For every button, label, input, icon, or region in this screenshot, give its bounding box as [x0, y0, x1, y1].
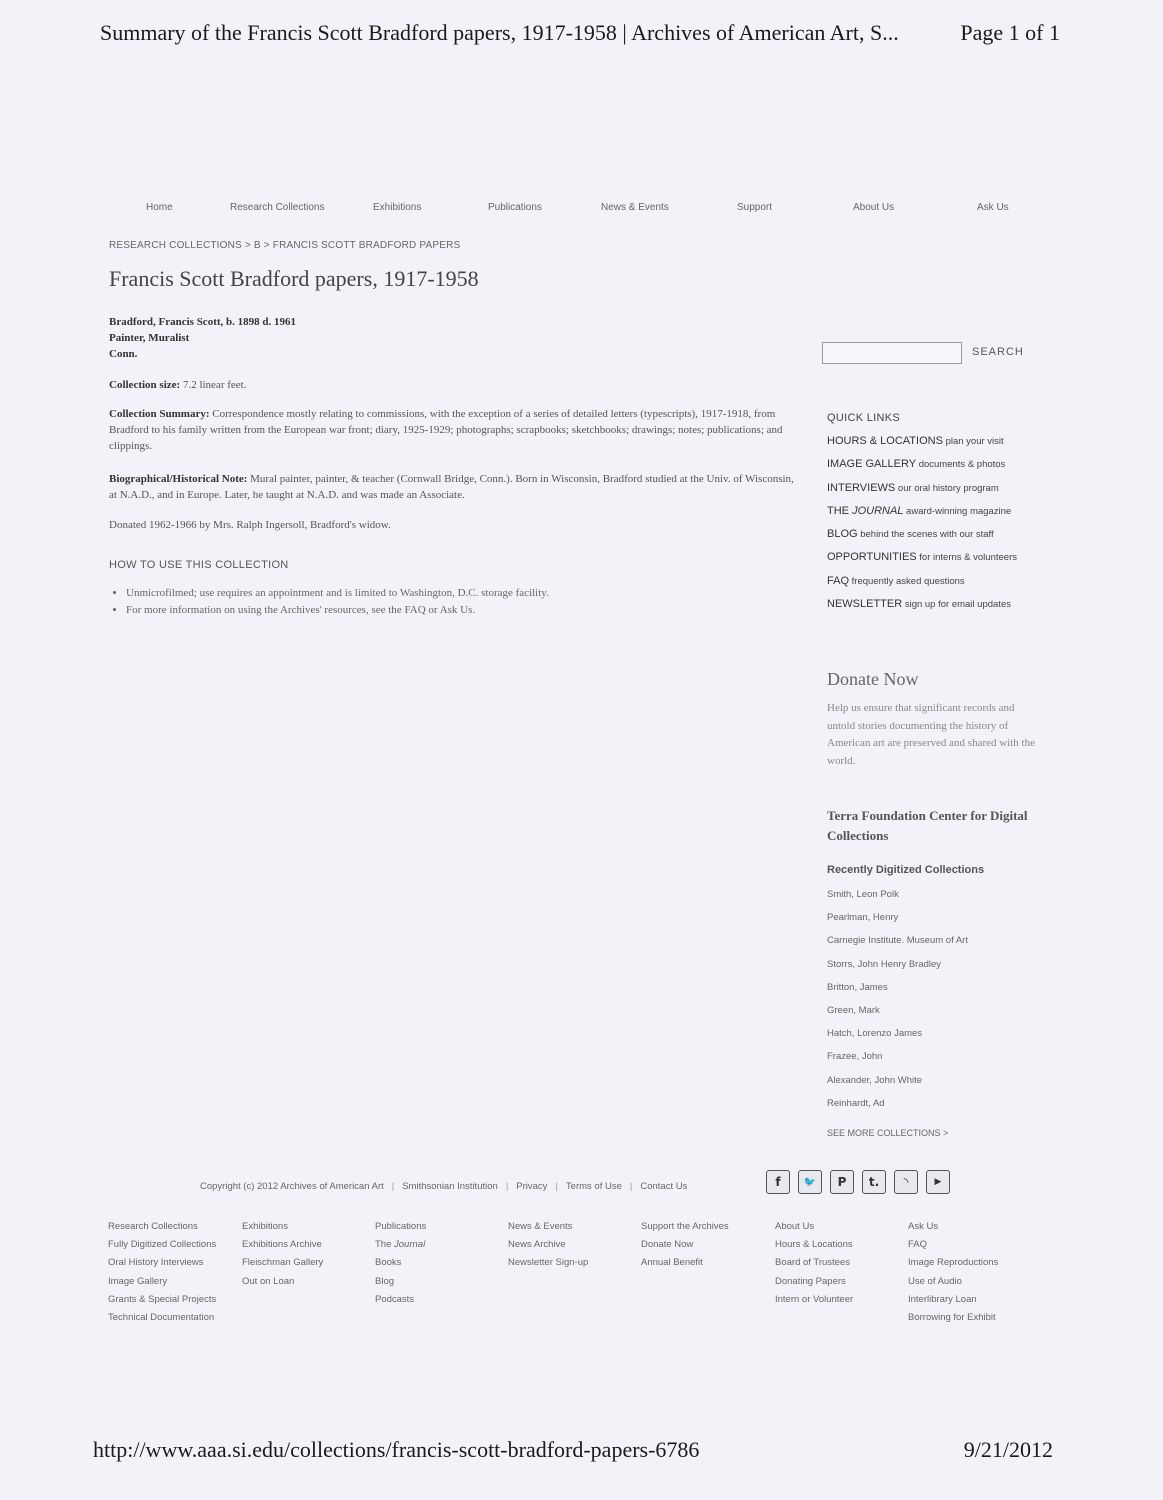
footer-link[interactable]: Blog — [375, 1275, 395, 1287]
pinterest-icon[interactable]: P — [830, 1170, 854, 1194]
quick-link-key: BLOG — [827, 528, 858, 541]
separator: | — [555, 1181, 558, 1192]
creator-occupation: Painter, Muralist — [109, 332, 190, 344]
footer-link[interactable]: Donate Now — [641, 1239, 694, 1251]
quick-link-key — [827, 505, 903, 517]
footer-column-support — [641, 1218, 729, 1273]
twitter-icon[interactable]: 🐦 — [798, 1170, 822, 1194]
quick-link-hours[interactable] — [827, 435, 1017, 458]
nav-ask-us[interactable]: Ask Us — [977, 202, 1009, 213]
collection-size-label: Collection size: — [109, 379, 181, 391]
footer-link[interactable]: Donating Papers — [775, 1275, 846, 1287]
breadcrumb[interactable]: RESEARCH COLLECTIONS > B > FRANCIS SCOTT BRADFORD PAPERS — [109, 240, 461, 251]
nav-support[interactable]: Support — [737, 202, 773, 213]
nav-research-collections[interactable]: Research Collections — [230, 202, 325, 213]
recent-collection-link[interactable]: Reinhardt, Ad — [827, 1097, 885, 1109]
quick-link-key: OPPORTUNITIES — [827, 551, 917, 564]
separator: | — [505, 1181, 509, 1192]
footer-link[interactable]: About Us — [775, 1221, 815, 1232]
quick-link-key: INTERVIEWS — [827, 481, 896, 494]
biographical-note-value: Mural painter, painter, & teacher (Cornwall Bridge, Conn.). Born in Wisconsin, Bradford studied at the Univ. of Wisconsin, at N.A.D., and in Europe. Later, he taught at N.A.D. and was made an Associate. — [109, 473, 794, 501]
print-header-title: Summary of the Francis Scott Bradford papers, 1917-1958 | Archives of American Art, S... — [100, 20, 899, 45]
nav-about-us[interactable]: About Us — [853, 202, 895, 213]
footer-column-about — [775, 1218, 853, 1309]
search-button[interactable]: SEARCH — [972, 346, 1024, 358]
separator: | — [629, 1181, 633, 1192]
rss-icon[interactable]: ◝ — [894, 1170, 918, 1194]
footer-link[interactable]: News Archive — [508, 1239, 566, 1251]
recent-collection-link[interactable]: Pearlman, Henry — [827, 912, 899, 924]
provenance-note: Donated 1962-1966 by Mrs. Ralph Ingersoll, Bradford's widow. — [109, 519, 391, 531]
footer-link-journal-em: Journal — [394, 1239, 426, 1251]
footer-link[interactable]: Interlibrary Loan — [908, 1293, 977, 1305]
how-to-use-heading: HOW TO USE THIS COLLECTION — [109, 559, 289, 571]
footer-link[interactable]: Hours & Locations — [775, 1239, 853, 1251]
print-header-page: Page 1 of 1 — [960, 20, 1060, 45]
quick-link-desc: documents & photos — [918, 459, 1006, 471]
footer-link[interactable]: Fleischman Gallery — [242, 1257, 324, 1269]
footer-link[interactable]: News & Events — [508, 1221, 573, 1232]
footer-column-exhibitions — [242, 1218, 323, 1291]
footer-link-smithsonian[interactable]: Smithsonian Institution — [402, 1181, 498, 1192]
recent-collection-link[interactable]: Frazee, John — [827, 1051, 883, 1063]
recent-collection-link[interactable]: Alexander, John White — [827, 1074, 923, 1086]
quick-link-faq[interactable] — [827, 575, 1017, 598]
quick-link-key: FAQ — [827, 574, 850, 587]
footer-column-publications — [375, 1218, 426, 1309]
recent-collection-link[interactable]: Britton, James — [827, 981, 888, 993]
collection-summary-label: Collection Summary: — [109, 408, 210, 420]
footer-link[interactable]: Publications — [375, 1221, 427, 1232]
quick-link-desc: behind the scenes with our staff — [860, 529, 994, 541]
footer-link[interactable]: Newsletter Sign-up — [508, 1257, 589, 1269]
how-to-use-item: • For more information on using the Archives' resources, see the FAQ or Ask Us. — [126, 602, 549, 619]
recently-digitized-list — [827, 889, 968, 1121]
footer-copyright-bar — [200, 1181, 687, 1192]
quick-link-journal[interactable] — [827, 505, 1017, 528]
creator-block — [109, 314, 296, 362]
footer-link[interactable]: Oral History Interviews — [108, 1257, 204, 1269]
print-footer-date: 9/21/2012 — [963, 1437, 1053, 1462]
biographical-note — [109, 471, 799, 503]
how-to-use-list — [109, 585, 549, 619]
how-to-use-item: • Unmicrofilmed; use requires an appointment and is limited to Washington, D.C. storage facility. — [126, 585, 549, 602]
copyright-text: Copyright (c) 2012 Archives of American Art — [200, 1181, 384, 1192]
donate-text: Help us ensure that significant records and untold stories documenting the history of American art are preserved and shared with the world. — [827, 702, 1035, 767]
footer-link[interactable]: Borrowing for Exhibit — [908, 1312, 996, 1324]
footer-link-contact[interactable]: Contact Us — [640, 1181, 688, 1192]
creator-name: Bradford, Francis Scott, b. 1898 d. 1961 — [109, 316, 296, 328]
quick-link-desc: for interns & volunteers — [919, 552, 1017, 564]
quick-link-key-prefix: THE — [827, 504, 853, 517]
nav-publications[interactable]: Publications — [488, 202, 542, 213]
nav-home[interactable]: Home — [146, 202, 173, 213]
quick-link-opportunities[interactable] — [827, 551, 1017, 574]
nav-exhibitions[interactable]: Exhibitions — [373, 202, 422, 213]
quick-link-blog[interactable] — [827, 528, 1017, 551]
social-icons — [766, 1170, 950, 1194]
creator-location: Conn. — [109, 348, 138, 360]
quick-link-image-gallery[interactable] — [827, 458, 1017, 481]
footer-link[interactable]: Image Reproductions — [908, 1257, 999, 1269]
collection-size — [109, 377, 799, 393]
footer-link[interactable]: Board of Trustees — [775, 1257, 850, 1269]
quick-links-heading: QUICK LINKS — [827, 412, 900, 424]
quick-link-desc: plan your visit — [945, 436, 1004, 447]
collection-summary — [109, 406, 799, 454]
footer-link[interactable]: Annual Benefit — [641, 1257, 703, 1269]
print-footer — [93, 1437, 1053, 1463]
tumblr-icon[interactable]: t. — [862, 1170, 886, 1194]
quick-link-desc: sign up for email updates — [904, 599, 1011, 611]
footer-column-news — [508, 1218, 588, 1273]
youtube-icon[interactable]: ▶ — [926, 1170, 950, 1194]
recently-digitized-heading: Recently Digitized Collections — [827, 864, 985, 876]
quick-links — [827, 435, 1017, 621]
footer-link[interactable]: Image Gallery — [108, 1275, 168, 1287]
biographical-note-label: Biographical/Historical Note: — [109, 473, 248, 485]
recent-collection-link[interactable]: Green, Mark — [827, 1004, 880, 1016]
print-header — [100, 20, 1060, 46]
print-footer-url: http://www.aaa.si.edu/collections/francis-scott-bradford-papers-6786 — [93, 1437, 700, 1462]
footer-column-research — [108, 1218, 216, 1327]
donate-now-link[interactable]: Donate Now — [827, 669, 919, 689]
collection-summary-value: Correspondence mostly relating to commissions, with the exception of a series of detailed letters (typescripts), 1917-1918, from Bradford to his family written from the European war front; diary, 1925-1929; photographs; scrapbooks; sketchbooks; drawings; notes; publications; and clippings. — [109, 408, 783, 452]
footer-column-ask — [908, 1218, 998, 1327]
footer-link[interactable]: Exhibitions — [242, 1221, 288, 1232]
footer-link[interactable]: Out on Loan — [242, 1275, 295, 1287]
quick-link-desc: our oral history program — [897, 482, 999, 494]
see-more-collections-link[interactable]: SEE MORE COLLECTIONS > — [827, 1128, 949, 1138]
footer-link[interactable]: Exhibitions Archive — [242, 1239, 322, 1251]
page-title: Francis Scott Bradford papers, 1917-1958 — [109, 266, 479, 291]
recent-collection-link[interactable]: Hatch, Lorenzo James — [827, 1028, 923, 1040]
footer-link-terms[interactable]: Terms of Use — [565, 1181, 622, 1192]
quick-link-newsletter[interactable] — [827, 598, 1017, 621]
footer-link[interactable]: Fully Digitized Collections — [108, 1239, 217, 1251]
recent-collection-link[interactable]: Carnegie Institute. Museum of Art — [827, 935, 968, 947]
quick-link-desc: award-winning magazine — [906, 505, 1012, 517]
separator: | — [391, 1181, 395, 1192]
footer-link[interactable]: Use of Audio — [908, 1275, 962, 1287]
quick-link-key: IMAGE GALLERY — [827, 458, 917, 471]
footer-link[interactable]: Support the Archives — [641, 1221, 729, 1232]
recent-collection-link[interactable]: Smith, Leon Polk — [827, 889, 899, 900]
footer-link[interactable]: Podcasts — [375, 1293, 415, 1305]
recent-collection-link[interactable]: Storrs, John Henry Bradley — [827, 958, 942, 970]
collection-size-value: 7.2 linear feet. — [180, 379, 247, 391]
facebook-icon[interactable]: f — [766, 1170, 790, 1194]
terra-foundation-heading: Terra Foundation Center for Digital Collections — [827, 808, 1028, 843]
footer-link-journal-prefix: The — [375, 1239, 395, 1251]
quick-link-key-em: JOURNAL — [852, 504, 904, 517]
footer-link[interactable]: Grants & Special Projects — [108, 1293, 217, 1305]
footer-link[interactable]: Technical Documentation — [108, 1312, 215, 1324]
quick-link-key: NEWSLETTER — [827, 598, 903, 611]
footer-link[interactable]: Ask Us — [908, 1221, 939, 1232]
footer-link-journal[interactable] — [375, 1236, 426, 1254]
quick-link-interviews[interactable] — [827, 482, 1017, 505]
footer-link[interactable]: FAQ — [908, 1239, 928, 1251]
quick-link-key: HOURS & LOCATIONS — [827, 435, 943, 447]
footer-link[interactable]: Research Collections — [108, 1221, 198, 1232]
footer-link[interactable]: Intern or Volunteer — [775, 1293, 854, 1305]
quick-link-desc: frequently asked questions — [851, 575, 965, 587]
footer-link[interactable]: Books — [375, 1257, 402, 1269]
search-input[interactable] — [822, 342, 962, 364]
nav-news-events[interactable]: News & Events — [601, 202, 669, 213]
footer-link-privacy[interactable]: Privacy — [516, 1181, 548, 1192]
